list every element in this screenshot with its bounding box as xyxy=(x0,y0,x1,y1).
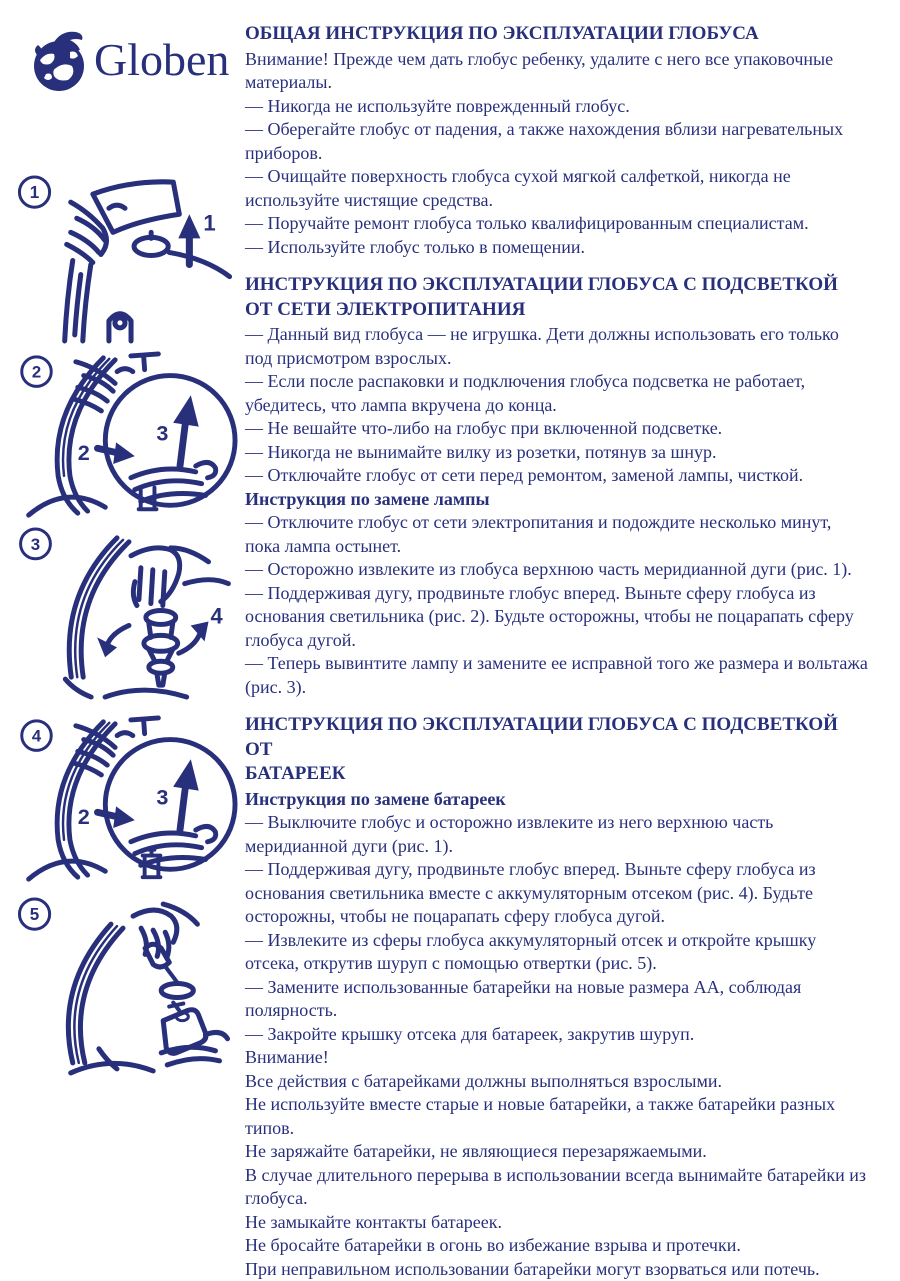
instruction-paragraph: — Закройте крышку отсека для батареек, закрутив шуруп. xyxy=(245,1023,870,1047)
figure-4-remove-sphere-battery xyxy=(12,714,234,886)
globen-logo xyxy=(26,26,229,94)
section-heading xyxy=(245,273,870,322)
subsection-heading-battery-replacement: Инструкция по замене батареек xyxy=(245,788,870,812)
section-heading xyxy=(245,713,870,787)
instruction-paragraph: — Используйте глобус только в помещении. xyxy=(245,236,870,260)
instruction-paragraph: — Поручайте ремонт глобуса только квалифицированным специалистам. xyxy=(245,212,870,236)
arrow-label-1: 1 xyxy=(203,210,215,235)
arrow-label-2: 2 xyxy=(78,440,90,465)
instruction-paragraph: — Поддерживая дугу, продвиньте глобус вперед. Выньте сферу глобуса из основания светильника вместе с аккумуляторным отсеком (рис. 4). Будьте осторожны, чтобы не поцарапать сферу глобуса дугой. xyxy=(245,858,870,929)
section-heading-line: ОТ СЕТИ ЭЛЕКТРОПИТАНИЯ xyxy=(245,298,870,323)
warning-line: Все действия с батарейками должны выполняться взрослыми. xyxy=(245,1070,870,1094)
instruction-paragraph: — Никогда не вынимайте вилку из розетки, потянув за шнур. xyxy=(245,441,870,465)
figure-3-badge: 3 xyxy=(31,535,40,554)
subsection-heading-lamp-replacement: Инструкция по замене лампы xyxy=(245,488,870,512)
figure-1-badge: 1 xyxy=(30,183,40,202)
arrow-label-3b: 3 xyxy=(156,784,168,809)
section-heading-line: ИНСТРУКЦИЯ ПО ЭКСПЛУАТАЦИИ ГЛОБУСА С ПОДСВЕТКОЙ xyxy=(245,273,870,298)
instruction-paragraph: — Теперь вывинтите лампу и замените ее исправной того же размера и вольтажа (рис. 3). xyxy=(245,652,870,699)
section-general-instructions xyxy=(245,22,870,259)
instruction-text-column xyxy=(245,22,870,1281)
figure-5-screwdriver-battery xyxy=(12,890,234,1086)
figure-4-badge: 4 xyxy=(32,727,42,746)
section-mains-powered-globe xyxy=(245,273,870,699)
arrow-label-3: 3 xyxy=(156,420,168,445)
arrow-label-2b: 2 xyxy=(78,804,90,829)
instruction-paragraph: — Отключайте глобус от сети перед ремонтом, заменой лампы, чисткой. xyxy=(245,464,870,488)
section-battery-powered-globe xyxy=(245,713,870,1281)
globe-icon xyxy=(26,26,92,94)
instruction-paragraph: — Никогда не используйте поврежденный глобус. xyxy=(245,95,870,119)
instruction-paragraph: — Данный вид глобуса — не игрушка. Дети должны использовать его только под присмотром взрослых. xyxy=(245,323,870,370)
instruction-paragraph: — Замените использованные батарейки на новые размера АА, соблюдая полярность. xyxy=(245,976,870,1023)
instruction-paragraph: — Очищайте поверхность глобуса сухой мягкой салфеткой, никогда не используйте чистящие средства. xyxy=(245,165,870,212)
arrow-label-4: 4 xyxy=(211,603,224,628)
instruction-paragraph: — Оберегайте глобус от падения, а также нахождения вблизи нагревательных приборов. xyxy=(245,118,870,165)
warning-line: Не бросайте батарейки в огонь во избежание взрыва и протечки. xyxy=(245,1234,870,1258)
instruction-paragraph: — Выключите глобус и осторожно извлеките из него верхнюю часть меридианной дуги (рис. 1). xyxy=(245,811,870,858)
figure-3-unscrew-lamp xyxy=(12,522,234,706)
section-heading-line: БАТАРЕЕК xyxy=(245,762,870,787)
warning-line: Не замыкайте контакты батареек. xyxy=(245,1211,870,1235)
figure-2-slide-globe-out xyxy=(12,350,234,522)
instruction-paragraph: — Поддерживая дугу, продвиньте глобус вперед. Выньте сферу глобуса из основания светильника (рис. 2). Будьте осторожны, чтобы не поцарапать сферу глобуса дугой. xyxy=(245,582,870,653)
instruction-paragraph: — Если после распаковки и подключения глобуса подсветка не работает, убедитесь, что лампа вкручена до конца. xyxy=(245,370,870,417)
figure-1-remove-arc-top xyxy=(12,168,234,354)
instruction-paragraph: — Не вешайте что-либо на глобус при включенной подсветке. xyxy=(245,417,870,441)
figure-2-badge: 2 xyxy=(32,363,41,382)
figure-5-badge: 5 xyxy=(30,905,40,924)
instruction-paragraph: — Осторожно извлеките из глобуса верхнюю часть меридианной дуги (рис. 1). xyxy=(245,558,870,582)
illustration-column xyxy=(0,0,242,1200)
instruction-paragraph: — Извлеките из сферы глобуса аккумуляторный отсек и откройте крышку отсека, открутив шуруп с помощью отвертки (рис. 5). xyxy=(245,929,870,976)
section-heading-line: ОБЩАЯ ИНСТРУКЦИЯ ПО ЭКСПЛУАТАЦИИ ГЛОБУСА xyxy=(245,22,870,47)
section-heading-line: ИНСТРУКЦИЯ ПО ЭКСПЛУАТАЦИИ ГЛОБУСА С ПОДСВЕТКОЙ ОТ xyxy=(245,713,870,762)
brand-name: Globen xyxy=(94,37,229,83)
warning-line: При неправильном использовании батарейки могут взорваться или потечь. xyxy=(245,1258,870,1281)
section-heading xyxy=(245,22,870,47)
warning-label: Внимание! xyxy=(245,1046,870,1070)
warning-line: В случае длительного перерыва в использовании всегда вынимайте батарейки из глобуса. xyxy=(245,1164,870,1211)
warning-line: Не заряжайте батарейки, не являющиеся перезаряжаемыми. xyxy=(245,1140,870,1164)
instruction-paragraph: Внимание! Прежде чем дать глобус ребенку, удалите с него все упаковочные материалы. xyxy=(245,48,870,95)
warning-line: Не используйте вместе старые и новые батарейки, а также батарейки разных типов. xyxy=(245,1093,870,1140)
instruction-paragraph: — Отключите глобус от сети электропитания и подождите несколько минут, пока лампа остынет. xyxy=(245,511,870,558)
